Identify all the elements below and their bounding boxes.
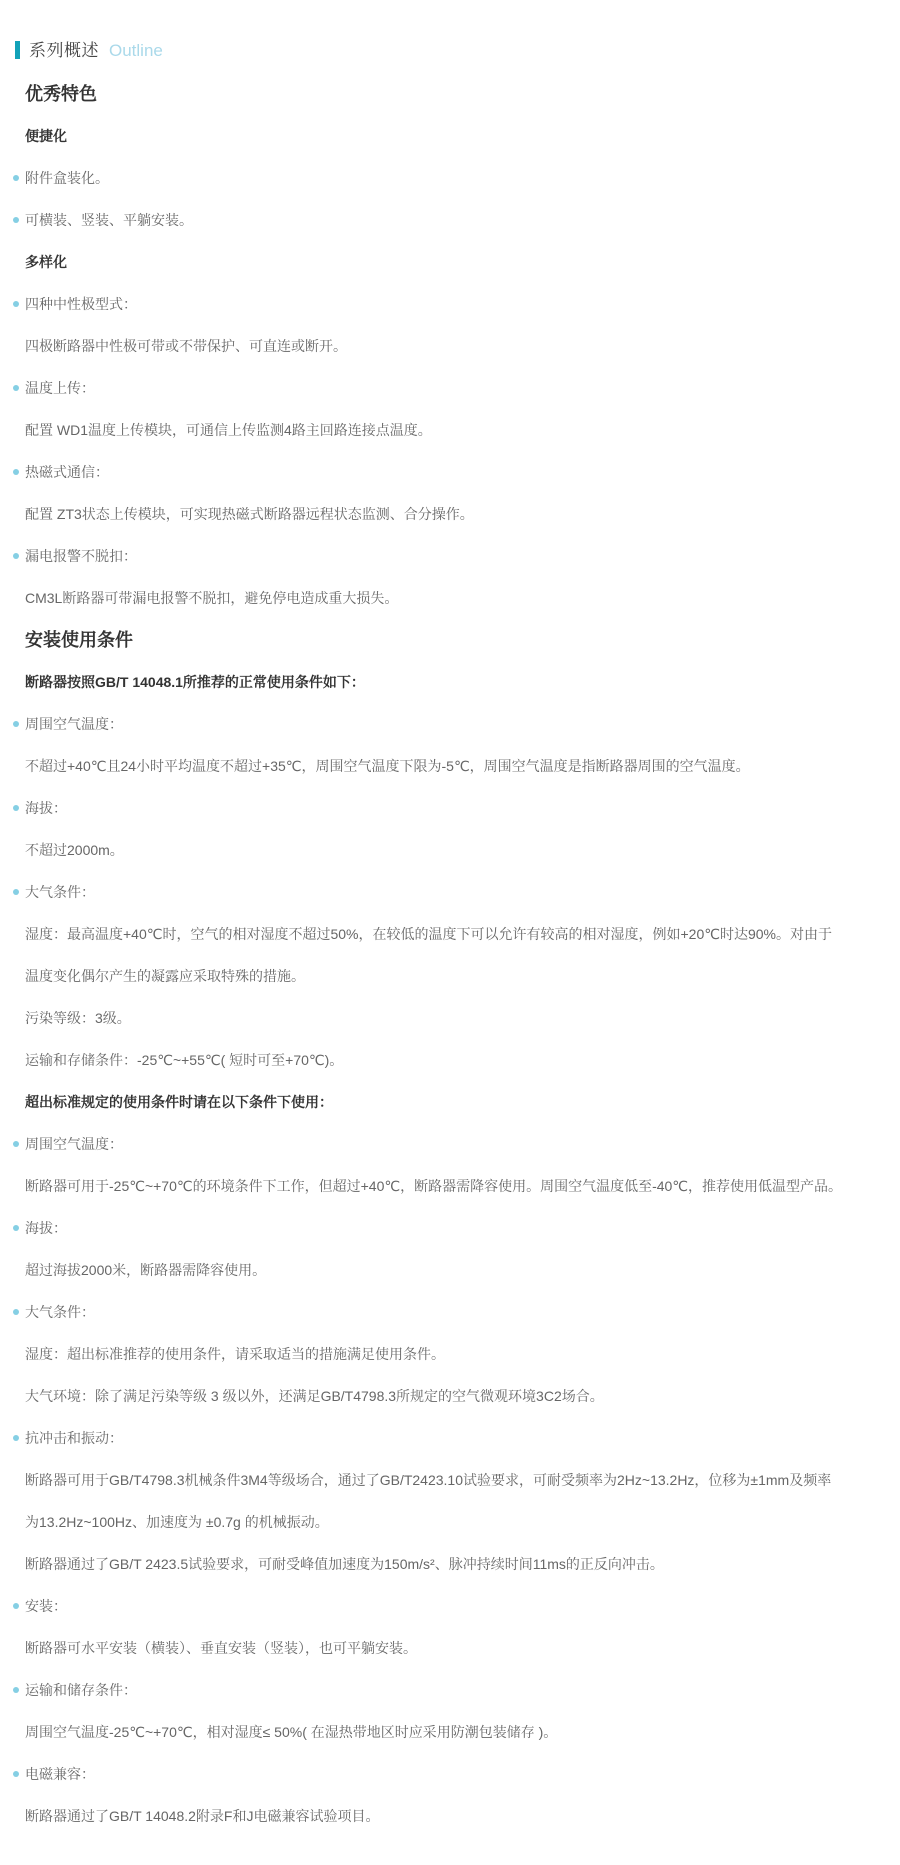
paragraph-line	[0, 1543, 900, 1585]
line-text: 断路器可水平安装（横装）、垂直安装（竖装），也可平躺安装。	[25, 1640, 417, 1656]
bullet-dot-icon	[13, 217, 19, 223]
bullet-item	[0, 1291, 900, 1333]
bullet-dot-icon	[13, 1225, 19, 1231]
bullet-dot-icon	[13, 385, 19, 391]
bullet-dot-icon	[13, 1309, 19, 1315]
paragraph-line	[0, 1795, 900, 1837]
line-text: 周围空气温度-25℃~+70℃，相对湿度≤ 50%( 在湿热带地区时应采用防潮包装储存 )。	[25, 1724, 558, 1740]
bullet-item	[0, 451, 900, 493]
line-text: 污染等级：3级。	[25, 1010, 131, 1026]
line-text: 海拔：	[25, 1220, 67, 1236]
paragraph-line	[0, 409, 900, 451]
line-text: 大气条件：	[25, 884, 95, 900]
line-text: 可横装、竖装、平躺安装。	[25, 212, 193, 228]
line-text: 电磁兼容：	[25, 1766, 95, 1782]
line-text: 配置 ZT3状态上传模块，可实现热磁式断路器远程状态监测、合分操作。	[25, 506, 474, 522]
line-text: 四种中性极型式：	[25, 296, 137, 312]
line-text: 湿度：超出标准推荐的使用条件，请采取适当的措施满足使用条件。	[25, 1346, 445, 1362]
line-text: 断路器可用于-25℃~+70℃的环境条件下工作，但超过+40℃，断路器需降容使用。周围空气温度低至-40℃，推荐使用低温型产品。	[25, 1178, 843, 1194]
paragraph-line	[0, 1627, 900, 1669]
line-text: 四极断路器中性极可带或不带保护、可直连或断开。	[25, 338, 347, 354]
line-text: 温度上传：	[25, 380, 95, 396]
bullet-item	[0, 703, 900, 745]
line-text: 周围空气温度：	[25, 1136, 123, 1152]
line-text: 安装：	[25, 1598, 67, 1614]
paragraph-line	[0, 955, 900, 997]
line-text: 运输和储存条件：	[25, 1682, 137, 1698]
bullet-item	[0, 1585, 900, 1627]
bullet-item	[0, 199, 900, 241]
paragraph-line	[0, 745, 900, 787]
line-text: 抗冲击和振动：	[25, 1430, 123, 1446]
paragraph-line	[0, 577, 900, 619]
paragraph-line	[0, 913, 900, 955]
paragraph-line	[0, 1333, 900, 1375]
bullet-dot-icon	[13, 1435, 19, 1441]
bullet-dot-icon	[13, 175, 19, 181]
bullet-item	[0, 1417, 900, 1459]
line-text: CM3L断路器可带漏电报警不脱扣，避免停电造成重大损失。	[25, 590, 399, 606]
paragraph-line	[0, 829, 900, 871]
bullet-dot-icon	[13, 469, 19, 475]
line-text: 断路器通过了GB/T 2423.5试验要求，可耐受峰值加速度为150m/s²、脉冲持续时间11ms的正反向冲击。	[25, 1556, 664, 1572]
bullet-item	[0, 367, 900, 409]
paragraph-line	[0, 1165, 900, 1207]
paragraph-line	[0, 1039, 900, 1081]
bullet-dot-icon	[13, 301, 19, 307]
bullet-dot-icon	[13, 553, 19, 559]
line-text: 温度变化偶尔产生的凝露应采取特殊的措施。	[25, 968, 305, 984]
bullet-dot-icon	[13, 721, 19, 727]
line-text: 附件盒装化。	[25, 170, 109, 186]
line-text: 配置 WD1温度上传模块，可通信上传监测4路主回路连接点温度。	[25, 422, 432, 438]
section-heading: 优秀特色	[25, 84, 97, 104]
bullet-dot-icon	[13, 805, 19, 811]
bullet-dot-icon	[13, 1141, 19, 1147]
line-text: 海拔：	[25, 800, 67, 816]
line-text: 不超过+40℃且24小时平均温度不超过+35℃，周围空气温度下限为-5℃，周围空气温度是指断路器周围的空气温度。	[25, 758, 750, 774]
sub-heading	[0, 115, 900, 157]
line-text: 断路器可用于GB/T4798.3机械条件3M4等级场合，通过了GB/T2423.10试验要求，可耐受频率为2Hz~13.2Hz，位移为±1mm及频率	[25, 1472, 832, 1488]
sub-heading	[0, 241, 900, 283]
line-text: 多样化	[25, 254, 67, 270]
bullet-dot-icon	[13, 889, 19, 895]
bullet-item	[0, 1207, 900, 1249]
bold-note	[0, 661, 900, 703]
section-title-en: Outline	[109, 41, 163, 60]
bullet-item	[0, 1669, 900, 1711]
line-text: 大气环境：除了满足污染等级 3 级以外，还满足GB/T4798.3所规定的空气微观环境3C2场合。	[25, 1388, 604, 1404]
paragraph-line	[0, 997, 900, 1039]
line-text: 周围空气温度：	[25, 716, 123, 732]
bullet-dot-icon	[13, 1687, 19, 1693]
section-title-zh: 系列概述	[29, 41, 99, 60]
line-text: 漏电报警不脱扣：	[25, 548, 137, 564]
bullet-dot-icon	[13, 1771, 19, 1777]
bold-note	[0, 1081, 900, 1123]
line-text: 为13.2Hz~100Hz、加速度为 ±0.7g 的机械振动。	[25, 1514, 329, 1530]
line-text: 不超过2000m。	[25, 842, 124, 858]
line-text: 湿度：最高温度+40℃时，空气的相对湿度不超过50%，在较低的温度下可以允许有较高的相对湿度，例如+20℃时达90%。对由于	[25, 926, 832, 942]
section-heading: 安装使用条件	[25, 630, 133, 650]
bullet-item	[0, 871, 900, 913]
document-content	[0, 73, 900, 1837]
line-text: 断路器通过了GB/T 14048.2附录F和J电磁兼容试验项目。	[25, 1808, 380, 1824]
line-text: 热磁式通信：	[25, 464, 109, 480]
bullet-dot-icon	[13, 1603, 19, 1609]
paragraph-line	[0, 1249, 900, 1291]
line-text: 断路器按照GB/T 14048.1所推荐的正常使用条件如下：	[25, 674, 365, 690]
line-text: 大气条件：	[25, 1304, 95, 1320]
paragraph-line	[0, 1459, 900, 1501]
line-text: 超过海拔2000米，断路器需降容使用。	[25, 1262, 267, 1278]
bullet-item	[0, 1753, 900, 1795]
paragraph-line	[0, 1711, 900, 1753]
paragraph-line	[0, 1375, 900, 1417]
paragraph-line	[0, 1501, 900, 1543]
bullet-item	[0, 1123, 900, 1165]
line-text: 便捷化	[25, 128, 67, 144]
paragraph-line	[0, 325, 900, 367]
bullet-item	[0, 787, 900, 829]
paragraph-line	[0, 493, 900, 535]
line-text: 运输和存储条件：-25℃~+55℃( 短时可至+70℃)。	[25, 1052, 344, 1068]
bullet-item	[0, 157, 900, 199]
title-accent-bar-icon	[15, 41, 20, 59]
line-text: 超出标准规定的使用条件时请在以下条件下使用：	[25, 1094, 333, 1110]
bullet-item	[0, 535, 900, 577]
bullet-item	[0, 283, 900, 325]
section-title-bar	[0, 30, 900, 73]
